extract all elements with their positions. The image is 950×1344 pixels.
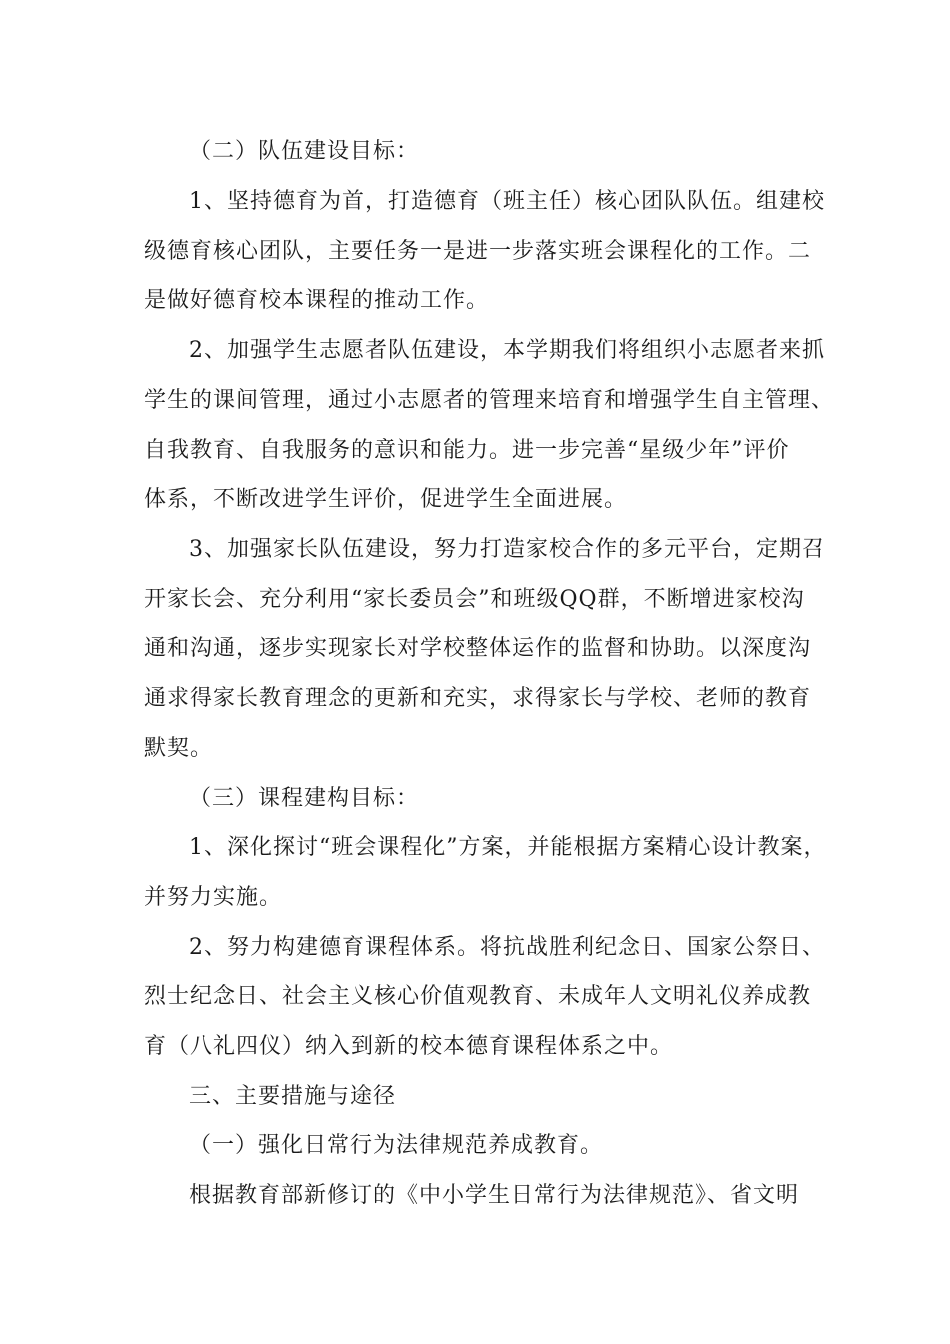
paragraph-line: 学生的课间管理，通过小志愿者的管理来培育和增强学生自主管理、	[144, 388, 835, 413]
paragraph-line: 体系，不断改进学生评价，促进学生全面进展。	[144, 487, 628, 512]
section-heading-team-goals: （二）队伍建设目标：	[189, 139, 420, 164]
paragraph-line: 2、加强学生志愿者队伍建设，本学期我们将组织小志愿者来抓	[189, 338, 825, 363]
paragraph-line: 开家长会、充分利用“家长委员会”和班级QQ群，不断增进家校沟	[144, 587, 805, 612]
paragraph-line: 根据教育部新修订的《中小学生日常行为法律规范》、省文明	[189, 1183, 800, 1208]
paragraph-line: 育（八礼四仪）纳入到新的校本德育课程体系之中。	[144, 1034, 674, 1059]
section-heading-main-measures: 三、主要措施与途径	[189, 1084, 397, 1109]
paragraph-line: 是做好德育校本课程的推动工作。	[144, 288, 490, 313]
paragraph-line: 自我教育、自我服务的意识和能力。进一步完善“星级少年”评价	[144, 438, 790, 463]
subsection-heading-daily-behavior: （一）强化日常行为法律规范养成教育。	[189, 1133, 604, 1158]
paragraph-line: 2、努力构建德育课程体系。将抗战胜利纪念日、国家公祭日、	[189, 935, 825, 960]
paragraph-line: 3、加强家长队伍建设，努力打造家校合作的多元平台，定期召	[189, 537, 825, 562]
paragraph-line: 级德育核心团队，主要任务一是进一步落实班会课程化的工作。二	[144, 239, 812, 264]
paragraph-line: 1、深化探讨“班会课程化”方案，并能根据方案精心设计教案，	[189, 835, 827, 860]
paragraph-line: 并努力实施。	[144, 885, 283, 910]
paragraph-line: 1、坚持德育为首，打造德育（班主任）核心团队队伍。组建校	[189, 189, 825, 214]
paragraph-line: 烈士纪念日、社会主义核心价值观教育、未成年人文明礼仪养成教	[144, 984, 812, 1009]
paragraph-line: 默契。	[144, 736, 214, 761]
paragraph-line: 通和沟通，逐步实现家长对学校整体运作的监督和协助。以深度沟	[144, 636, 812, 661]
section-heading-curriculum-goals: （三）课程建构目标：	[189, 786, 420, 811]
paragraph-line: 通求得家长教育理念的更新和充实，求得家长与学校、老师的教育	[144, 686, 812, 711]
